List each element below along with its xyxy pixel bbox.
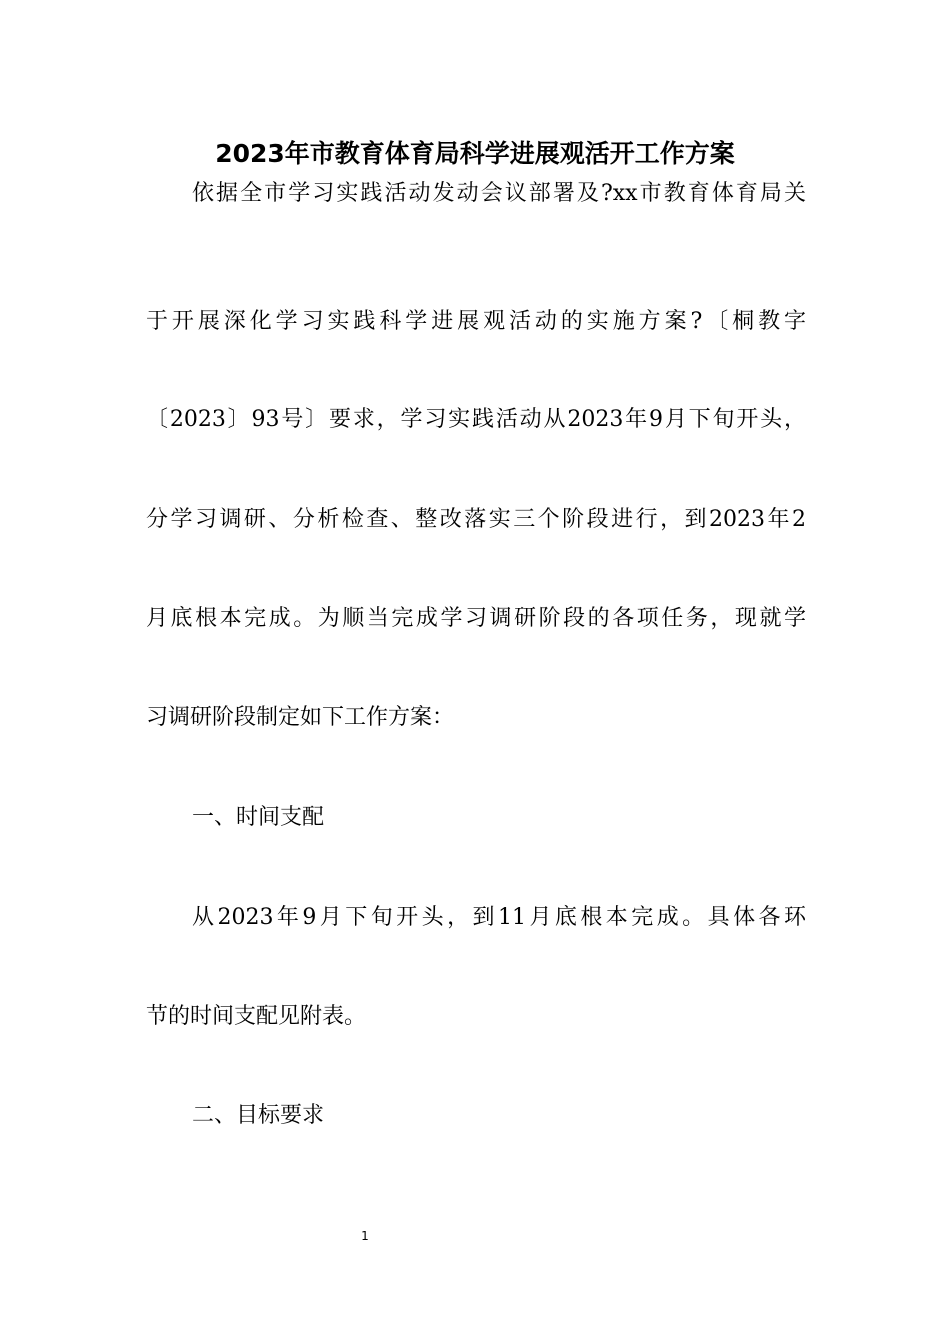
paragraph-line: 从2023年9月下旬开头，到11月底根本完成。具体各环 <box>192 905 806 930</box>
paragraph-line: 节的时间支配见附表。 <box>146 1004 367 1029</box>
page-number: 1 <box>361 1229 369 1243</box>
section-heading-goals: 二、目标要求 <box>192 1103 325 1128</box>
paragraph-line: 依据全市学习实践活动发动会议部署及?xx市教育体育局关 <box>192 181 806 206</box>
section-heading-time: 一、时间支配 <box>192 805 325 830</box>
document-title: 2023年市教育体育局科学进展观活开工作方案 <box>215 139 735 168</box>
paragraph-line: 于开展深化学习实践科学进展观活动的实施方案?〔桐教字 <box>146 309 806 334</box>
paragraph-line: 习调研阶段制定如下工作方案： <box>146 705 455 730</box>
paragraph-line: 月底根本完成。为顺当完成学习调研阶段的各项任务，现就学 <box>146 606 806 631</box>
paragraph-line: 分学习调研、分析检查、整改落实三个阶段进行，到2023年2 <box>146 507 806 532</box>
paragraph-line: 〔2023〕93号〕要求，学习实践活动从2023年9月下旬开头， <box>146 407 806 432</box>
